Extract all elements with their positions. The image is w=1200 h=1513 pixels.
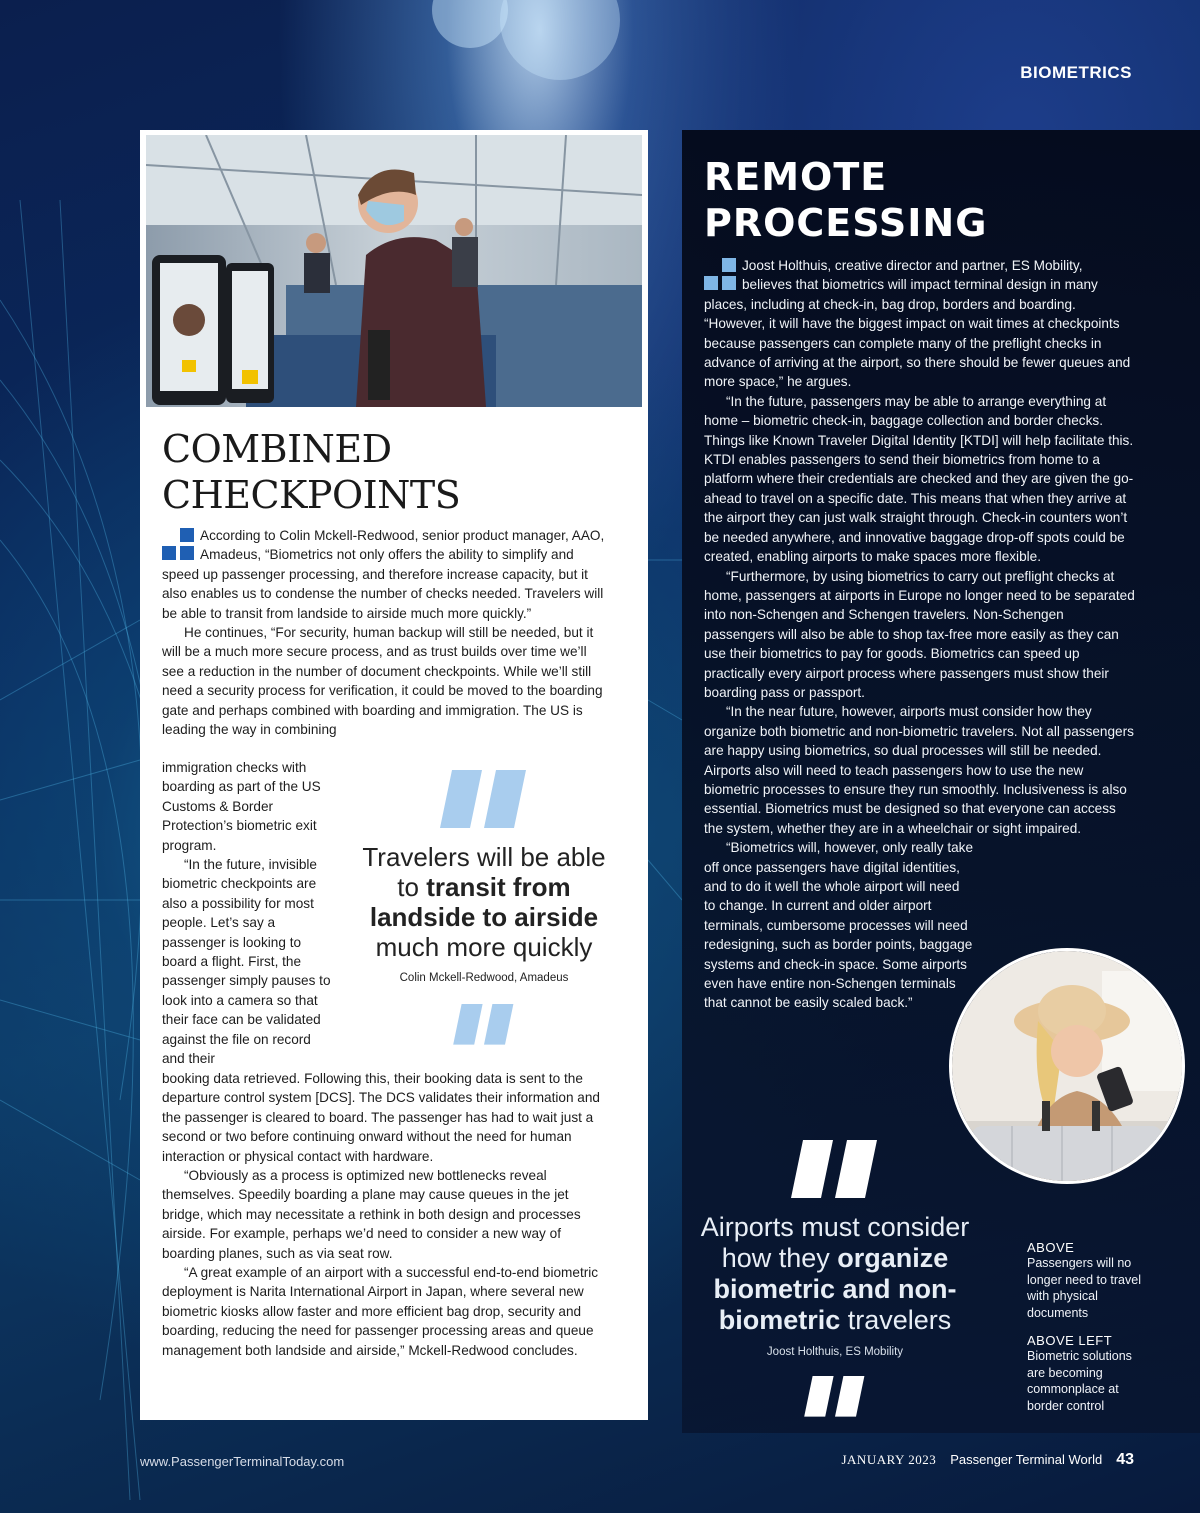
caption-above-title: ABOVE xyxy=(1027,1240,1075,1255)
right-pull-quote-text xyxy=(682,1212,988,1336)
caption-above-left-text: Biometric solutions are becoming commonplace at border control xyxy=(1027,1349,1132,1413)
right-heading xyxy=(704,154,1164,246)
footer-date: JANUARY 2023 xyxy=(841,1452,937,1467)
right-pull-quote-part2: travelers xyxy=(840,1305,952,1335)
caption-above-left-title: ABOVE LEFT xyxy=(1027,1333,1113,1348)
footer-info xyxy=(841,1451,1134,1469)
section-tag: BIOMETRICS xyxy=(1020,63,1132,82)
photo-biometric-kiosk xyxy=(146,135,642,407)
left-article-narrow xyxy=(162,758,337,1069)
left-narrow-2: “In the future, invisible biometric checkpoints are also a possibility for most people. Let’s say a passenger is looking to board a flight. First, the passenger simply pauses to look into a camera so that their face can be validated against the file on record and their xyxy=(162,857,331,1067)
left-pull-quote-part1: Travelers will be able to xyxy=(362,842,606,902)
left-para-5: “A great example of an airport with a successful end-to-end biometric deployment is Narita International Airport in Japan, where several new biometric kiosks allow faster and more efficient bag drop, security and boarding, reducing the need for passenger processing areas and queue management both landside and airside,” Mckell-Redwood concludes. xyxy=(162,1265,599,1358)
dropcap-icon xyxy=(162,528,194,560)
caption-above-text: Passengers will no longer need to travel with physical documents xyxy=(1027,1256,1141,1320)
open-quote-icon xyxy=(785,1140,885,1200)
footer-magazine: Passenger Terminal World xyxy=(950,1452,1103,1467)
left-heading-line2: CHECKPOINTS xyxy=(162,473,461,517)
right-article-body xyxy=(704,256,1136,1013)
left-pull-quote-text xyxy=(350,842,618,962)
left-pull-quote-part2: much more quickly xyxy=(375,932,593,962)
left-para-3: booking data retrieved. Following this, their booking data is sent to the departure control system [DCS]. The DCS validates their information and the passenger is cleared to board. The passenger has had to wait just a second or two before continuing onward without the need for human interaction or physical contact with hardware. xyxy=(162,1071,600,1164)
left-para-4: “Obviously as a process is optimized new bottlenecks reveal themselves. Speedily boarding a plane may cause queues in the jet bridge, which may necessitate a rethink in both design and processes airside. For example, perhaps we’d need to consider a new way of boarding planes, such as via seat row. xyxy=(162,1168,581,1261)
dropcap-light-icon xyxy=(704,258,736,290)
right-para-1: Joost Holthuis, creative director and partner, ES Mobility, believes that biometrics will impact terminal design in many places, including at check-in, bag drop, borders and boarding. “However, it will have the biggest impact on wait times at checkpoints because passengers can complete many of the preflight checks in advance of arriving at the airport, so there should be fewer queues and more space,” he argues. xyxy=(704,258,1131,390)
left-pull-quote-bold: transit from landside to airside xyxy=(369,872,599,932)
right-heading-line1: REMOTE xyxy=(704,155,888,199)
page-number: 43 xyxy=(1116,1451,1134,1468)
right-para-3: “Furthermore, by using biometrics to carry out preflight checks at home, passengers at airports in Europe no longer need to be separated into non-Schengen and Schengen travelers. Non-Schengen passengers will also be able to shop tax-free more easily as they can use their biometrics to pay for goods. Biometrics can speed up practically every airport process where passengers must show their boarding pass or passport. xyxy=(704,568,1135,700)
left-article-intro xyxy=(162,526,606,739)
right-pull-quote-bold: organize biometric and non-biometric xyxy=(713,1243,957,1335)
right-pull-quote-attribution: Joost Holthuis, ES Mobility xyxy=(766,1346,904,1358)
photo-captions xyxy=(1027,1240,1147,1414)
left-para-1-wrap xyxy=(162,526,606,623)
right-pull-quote-part1: Airports must consider how they xyxy=(700,1212,970,1273)
left-article-bottom xyxy=(162,1069,602,1360)
right-para-5: “Biometrics will, however, only really take off once passengers have digital identities, and to do it well the whole airport will need to change. In current and older airport terminals, cumbersome processes will need redesigning, such as border points, baggage systems and check-in space. Some airports even have entire non-Schengen terminals that cannot be easily scaled back.” xyxy=(704,840,974,1011)
left-heading-line1: COMBINED xyxy=(162,427,392,471)
left-para-1: According to Colin Mckell-Redwood, senior product manager, AAO, Amadeus, “Biometrics not only offers the ability to simplify and speed up passenger processing, and therefore increase capacity, but it also enables us to condense the number of checks needed. Travelers will be able to transit from landside to airside much more quickly.” xyxy=(162,528,605,621)
right-para-4: “In the near future, however, airports must consider how they organize both biometric and non-biometric travelers. Not all passengers are happy using biometrics, so dual processes will still be needed. Airports also will need to teach passengers how to use the new biometric processes to ensure they run smoothly. Inclusiveness is also essential. Biometrics must be designed so that everyone can access the system, whether they are in a wheelchair or sight impaired. xyxy=(704,704,1134,836)
left-pull-quote xyxy=(350,770,618,1046)
footer-url[interactable]: www.PassengerTerminalToday.com xyxy=(140,1454,345,1469)
left-heading xyxy=(162,426,632,518)
right-pull-quote xyxy=(682,1140,988,1418)
open-quote-icon xyxy=(434,770,534,830)
left-narrow-1: immigration checks with boarding as part of the US Customs & Border Protection’s biometric exit program. xyxy=(162,760,321,853)
right-heading-line2: PROCESSING xyxy=(704,201,988,245)
close-quote-icon xyxy=(800,1376,870,1418)
close-quote-icon xyxy=(449,1004,519,1046)
left-pull-quote-attribution: Colin Mckell-Redwood, Amadeus xyxy=(399,972,569,984)
left-para-2: He continues, “For security, human backup will still be needed, but it will be a much more secure process, and as trust builds over time we’ll see a reduction in the number of document checkpoints. While we’ll still need a security process for verification, it could be moved to the boarding gate and perhaps combined with boarding and immigration. The US is leading the way in combining xyxy=(162,625,603,738)
right-article-panel xyxy=(682,130,1200,1433)
right-para-2: “In the future, passengers may be able to arrange everything at home – biometric check-in, baggage collection and border checks. Things like Known Traveler Digital Identity [KTDI] will help facilitate this. KTDI enables passengers to send their biometrics from home to a platform where their credentials are checked and they are given the go-ahead to travel on a specific date. This means that when they arrive at the airport they can just walk straight through. Check-in counters won’t be needed anywhere, and innovative baggage drop-off spots could be created, enabling airports to make spaces more flexible. xyxy=(704,393,1134,565)
right-para-1-wrap xyxy=(704,256,1136,392)
left-article-panel xyxy=(140,130,648,1420)
